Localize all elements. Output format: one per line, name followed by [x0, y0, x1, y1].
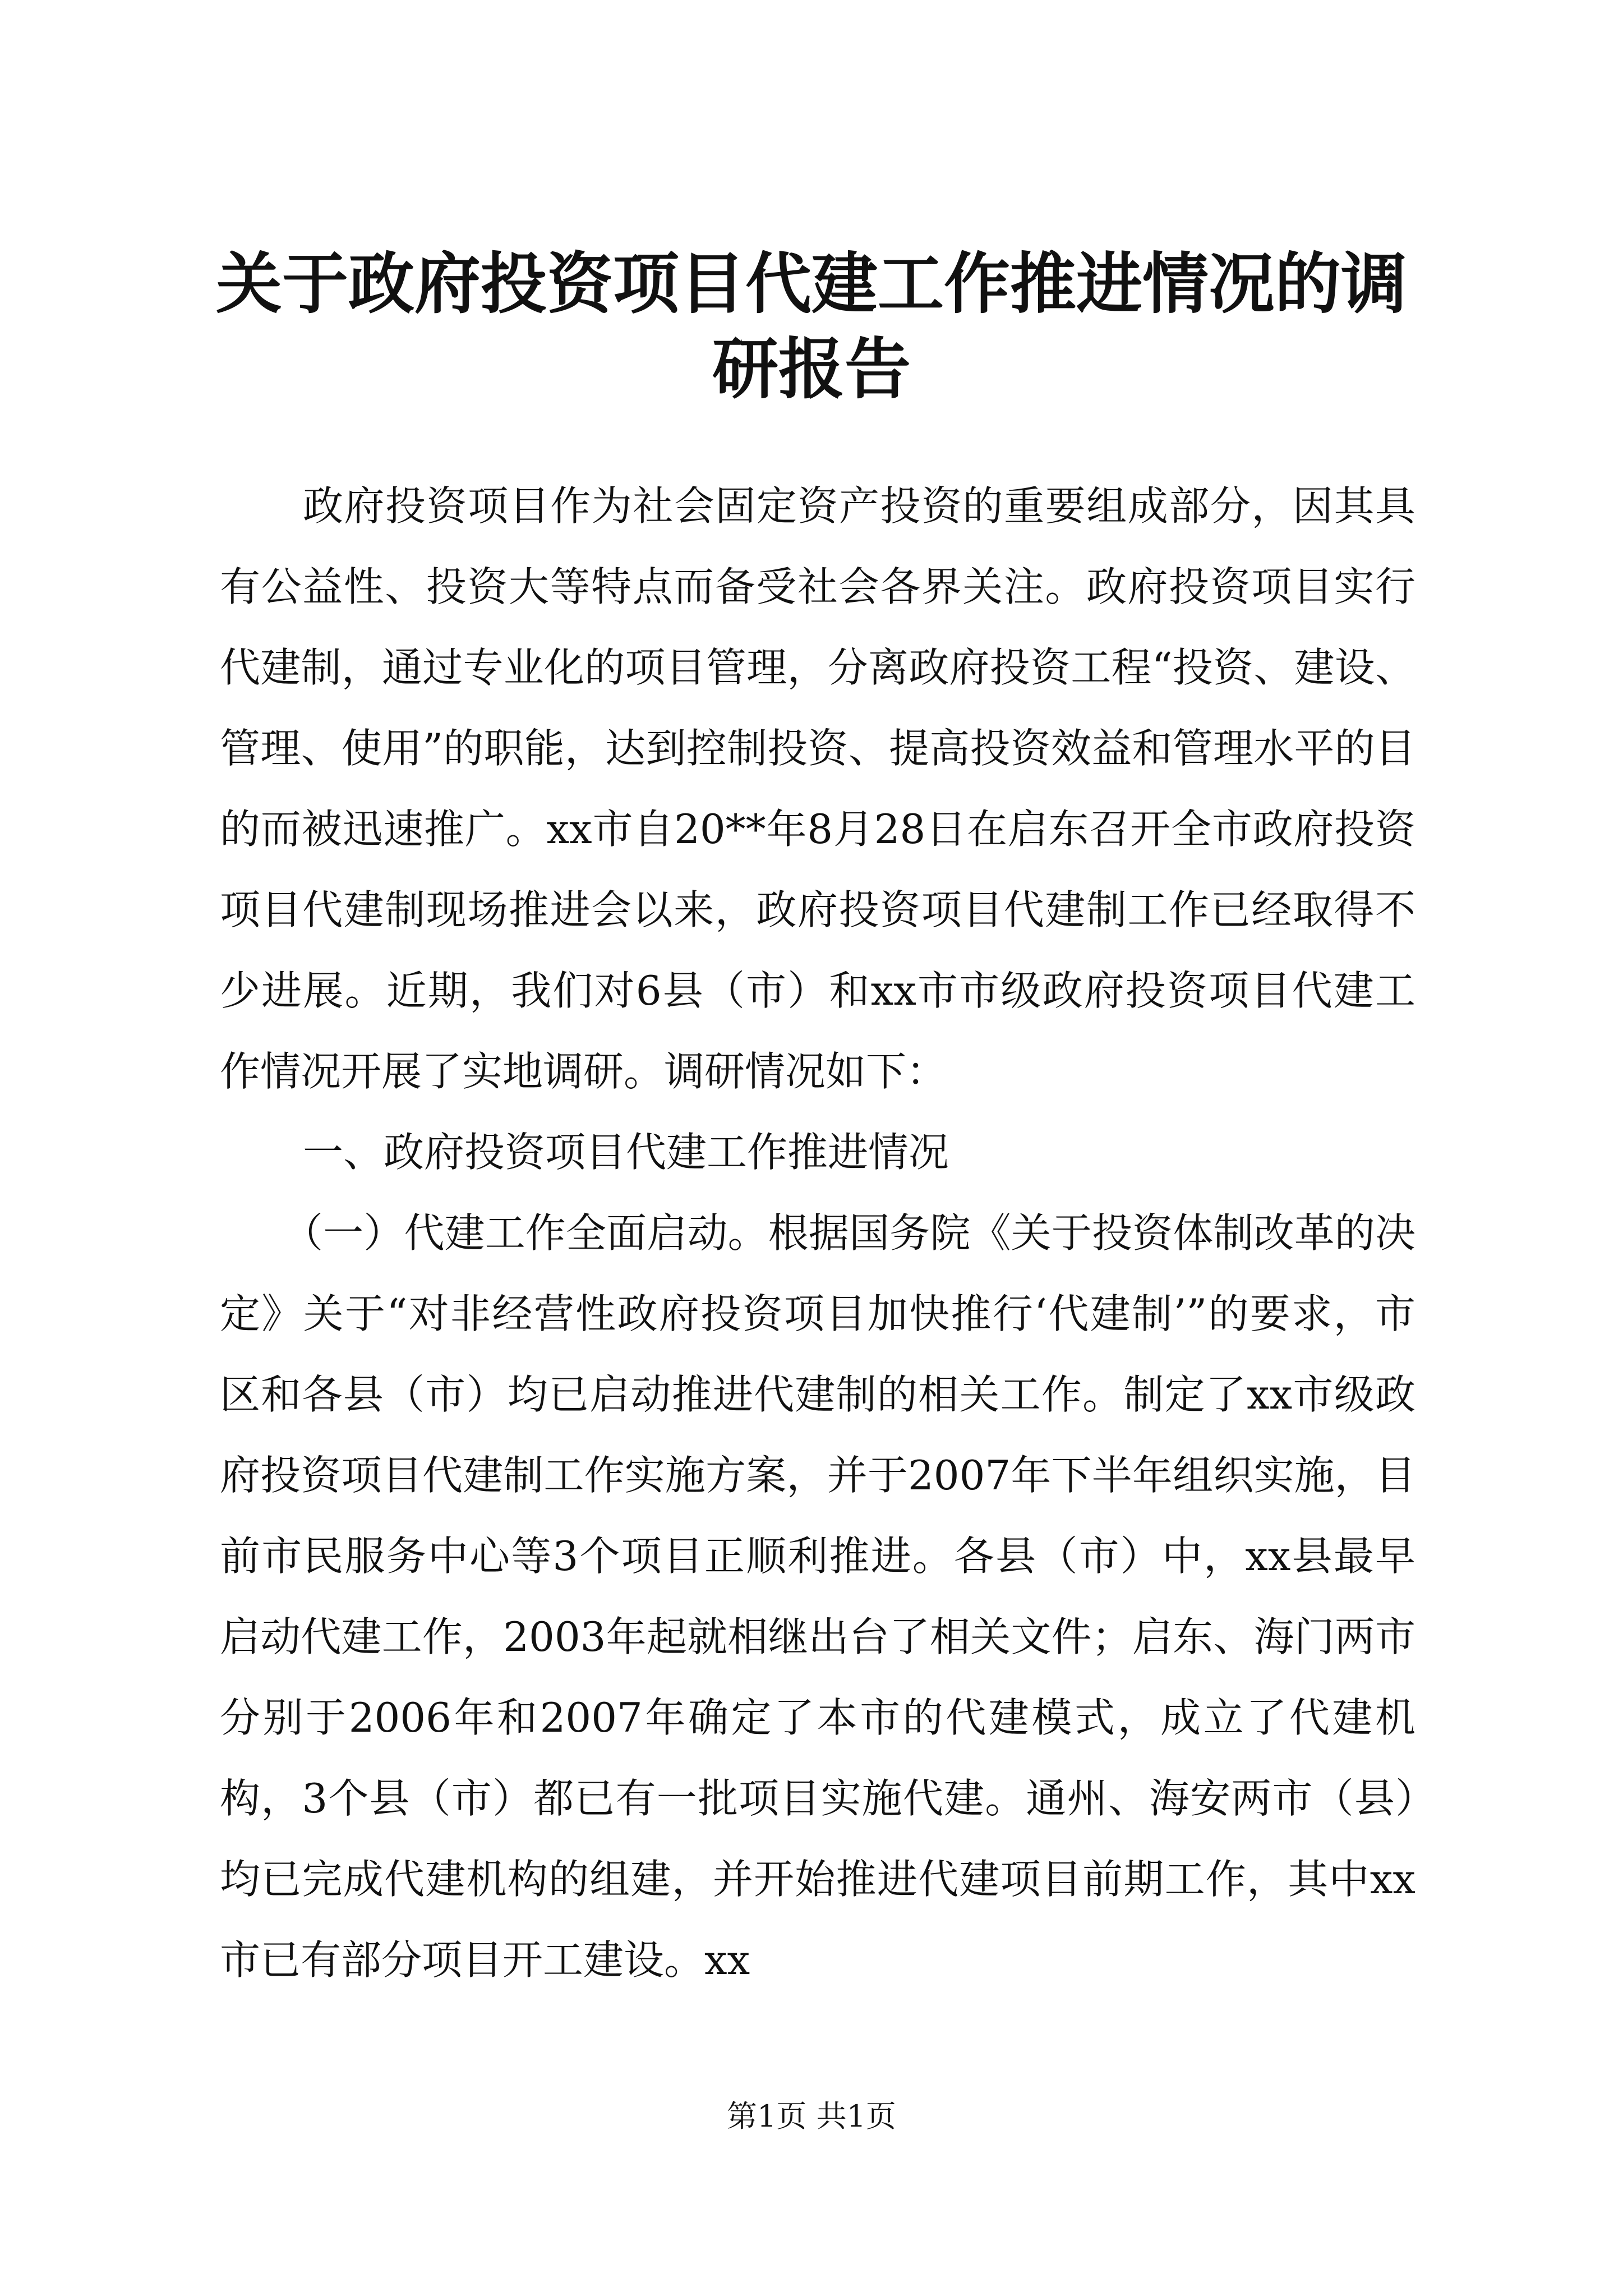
document-body — [220, 466, 1415, 2000]
document-title: 关于政府投资项目代建工作推进情况的调研报告 — [215, 245, 1407, 408]
paragraph-subsection-1: （一）代建工作全面启动。根据国务院《关于投资体制改革的决定》关于“对非经营性政府投资项目加快推行‘代建制’”的要求，市区和各县（市）均已启动推进代建制的相关工作。制定了xx市级政府投资项目代建制工作实施方案，并于2007年下半年组织实施，目前市民服务中心等3个项目正顺利推进。各县（市）中，xx县最早启动代建工作，2003年起就相继出台了相关文件；启东、海门两市分别于2006年和2007年确定了本市的代建模式，成立了代建机构，3个县（市）都已有一批项目实施代建。通州、海安两市（县）均已完成代建机构的组建，并开始推进代建项目前期工作，其中xx市已有部分项目开工建设。xx — [220, 1209, 1415, 1984]
section-heading-1: 一、政府投资项目代建工作推进情况 — [303, 1129, 949, 1176]
paragraph-intro: 政府投资项目作为社会固定资产投资的重要组成部分，因其具有公益性、投资大等特点而备受社会各界关注。政府投资项目实行代建制，通过专业化的项目管理，分离政府投资工程“投资、建设、管理、使用”的职能，达到控制投资、提高投资效益和管理水平的目的而被迅速推广。xx市自20**年8月28日在启东召开全市政府投资项目代建制现场推进会以来，政府投资项目代建制工作已经取得不少进展。近期，我们对6县（市）和xx市市级政府投资项目代建工作情况开展了实地调研。调研情况如下： — [220, 482, 1415, 1095]
page-footer: 第1页 共1页 — [727, 2099, 896, 2134]
